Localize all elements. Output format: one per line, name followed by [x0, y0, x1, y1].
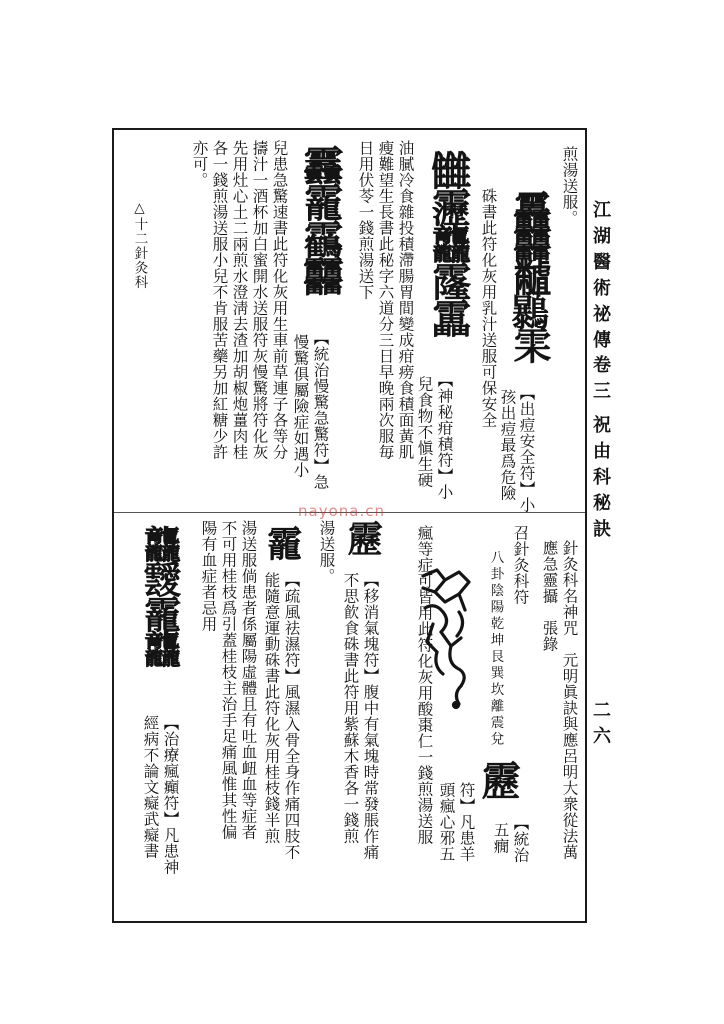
talisman-chars-5: 靂: [342, 520, 384, 556]
talisman-chars-6: 靇: [261, 525, 303, 561]
upper-text-col-13: 擣汁一酒杯加白蜜開水送服符灰慢驚將符化灰: [250, 140, 269, 460]
lower-text-col-5: 五癇: [491, 822, 510, 854]
upper-text-col-10: 【統治慢驚急驚符】急: [311, 330, 330, 490]
lower-text-col-3: 召針灸科符: [511, 525, 530, 605]
lower-text-col-16: 陽有血症者忌用: [199, 520, 218, 632]
lower-text-col-1: 針灸科名神咒 元明眞訣與應呂明大衆從法萬: [560, 540, 579, 860]
upper-footer-label: △十二針灸科: [131, 200, 148, 290]
seal-inscription: 八卦陰陽乾坤艮巽坎離震兌: [487, 550, 504, 748]
frame-bottom-rule: [112, 921, 587, 923]
upper-text-col-8: 瘦難望生長書此秘字六道分三日早晚兩次服毎: [376, 140, 395, 460]
upper-text-col-3: 孩出痘最爲危險: [498, 389, 517, 501]
upper-text-col-7: 油膩冷食雜投積滯腸胃間變成疳痨食積面黃肌: [396, 140, 415, 460]
lower-text-col-18: 經病不論文癡武癡書: [141, 715, 160, 859]
frame-right-rule: [585, 128, 587, 923]
volume-label: 卷三: [590, 355, 611, 407]
talisman-chars-1: 靐䨻𪓐𪇰雬: [507, 190, 552, 360]
frame-top-rule: [112, 128, 587, 130]
upper-text-col-5: 【神秘疳積符】小: [435, 372, 454, 500]
upper-text-col-6: 兒食物不愼生硬: [415, 376, 434, 488]
watermark: nayona.cn: [298, 502, 385, 520]
lower-text-col-6: 符】凡患羊: [457, 782, 476, 862]
page-number: 二六: [590, 700, 611, 752]
lower-text-col-10: 不思飮食硃書此符用紫蘇木香各一錢煎: [341, 572, 360, 844]
lower-text-col-12: 【疏風祛濕符】風濕入骨全身作痛四肢不: [282, 572, 301, 860]
lower-text-col-15: 不可用桂枝爲引蓋桂枝主治手足痛風惟其性偏: [219, 520, 238, 840]
lower-text-col-4: 【統治: [511, 815, 530, 863]
lower-text-col-13: 能隨意運動硃書此符化灰用桂枝錢半煎: [262, 572, 281, 844]
upper-text-col-12: 兒患急驚速書此符化灰用生車前草連子各等分: [270, 140, 289, 460]
upper-text-col-4: 硃書此符化灰用乳汁送服可保安全: [479, 188, 498, 428]
frame-left-rule: [112, 128, 114, 923]
lower-text-col-8: 瘋等症可皆用此符化灰用酸棗仁一錢煎湯送服: [415, 525, 434, 845]
lower-text-col-7: 頭瘋心邪五: [437, 782, 456, 862]
upper-text-col-15: 各一錢煎湯送服小兒不肯服苦藥另加紅糖少許: [210, 140, 229, 460]
upper-text-col-1: 煎湯送服。: [560, 146, 579, 226]
upper-text-col-11: 慢驚俱屬險症如遇小: [291, 334, 310, 478]
book-title: 江湖醫術祕傳: [590, 200, 611, 356]
upper-text-col-9: 日用伏苓一錢煎湯送下: [356, 140, 375, 300]
talisman-chars-7: 龘靉靇龘: [137, 525, 182, 665]
upper-text-col-14: 先用灶心土二兩煎水澄淸去渣加胡椒炮薑肉桂: [230, 140, 249, 460]
talisman-chars-2: 雦靋龘霳靁: [425, 150, 472, 335]
lower-text-col-14: 湯送服倘患者係屬陽虛體且有吐血衄血等症者: [239, 520, 258, 840]
lower-text-col-17: 【治療瘋癲符】凡患神: [161, 715, 180, 875]
talisman-chars-4: 靂: [475, 760, 522, 800]
upper-text-col-16: 亦可。: [190, 140, 209, 188]
lower-text-col-9: 【移消氣塊符】腹中有氣塊時常發脹作痛: [361, 572, 380, 860]
lower-text-col-2: 應急靈攝 張錄: [540, 540, 559, 652]
section-title: 祝由科秘訣: [590, 415, 611, 545]
talisman-chars-3: 䨺靇靏䨻: [297, 145, 344, 293]
upper-text-col-2: 【出痘安全符】小: [517, 385, 536, 513]
lower-text-col-11: 湯送服。: [317, 520, 336, 584]
